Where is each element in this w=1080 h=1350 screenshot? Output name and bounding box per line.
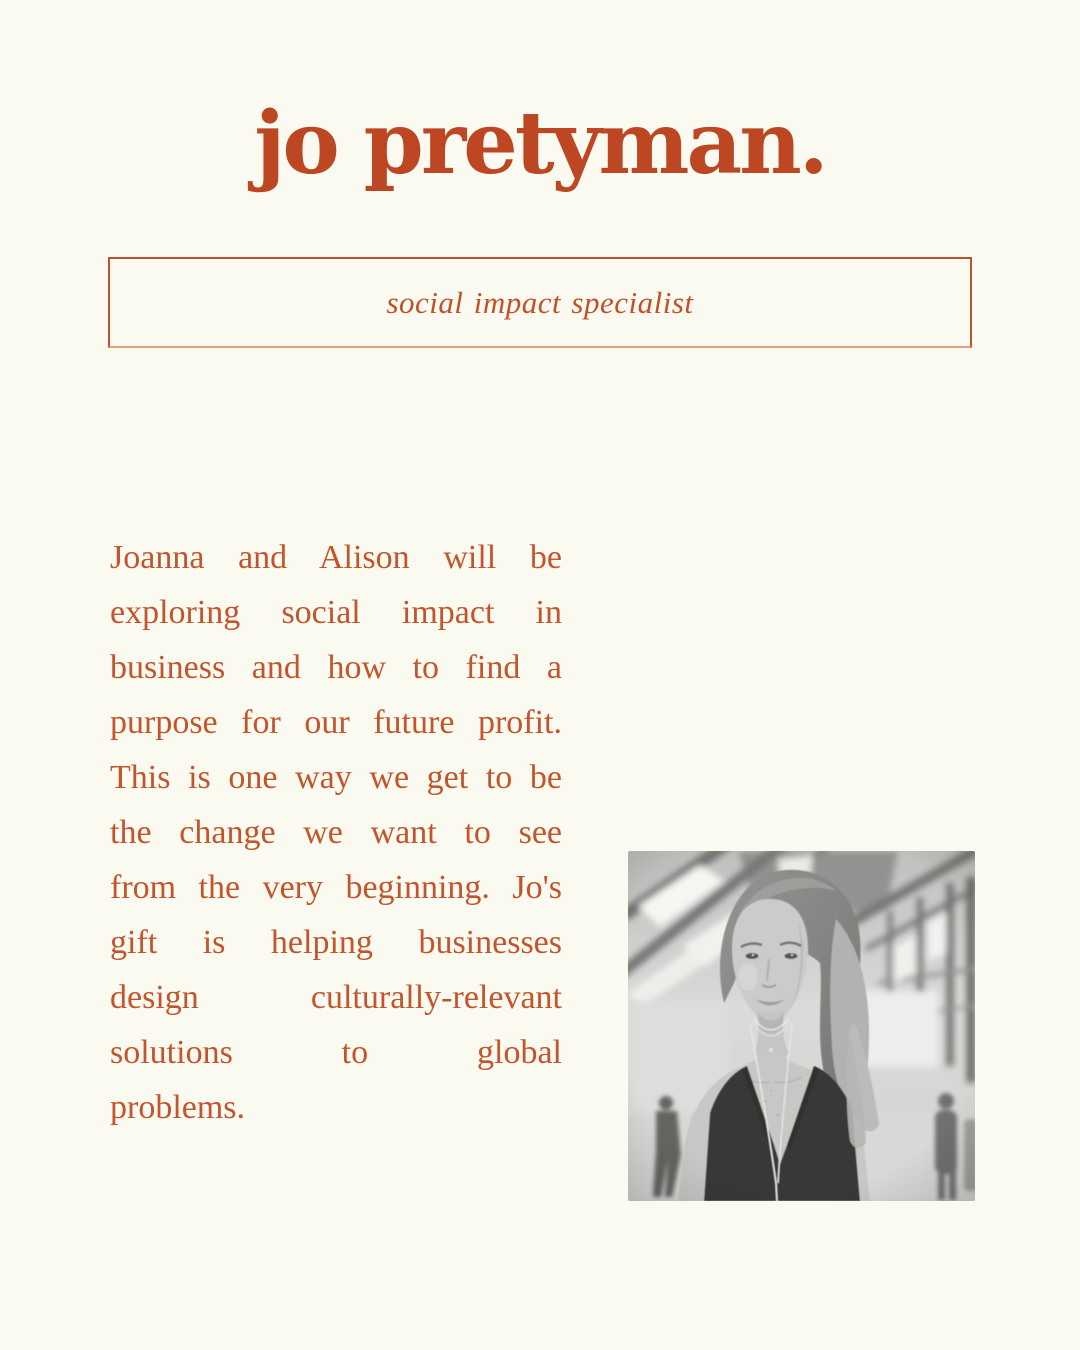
- photo-vignette: [628, 851, 975, 1201]
- bio-line: from the very beginning. Jo's: [110, 869, 562, 906]
- bio-paragraph: [110, 530, 562, 1135]
- portrait-photo-illustration: [628, 851, 975, 1201]
- bio-line: problems.: [110, 1089, 246, 1126]
- subtitle-box: [108, 257, 972, 348]
- portrait-photo: [628, 851, 975, 1201]
- subtitle-label: social impact specialist: [386, 284, 694, 320]
- page-title: jo pretyman.: [254, 93, 826, 194]
- bio-line: the change we want to see: [110, 814, 562, 851]
- bio-line: This is one way we get to be: [110, 759, 562, 796]
- bio-line: business and how to find a: [110, 649, 562, 686]
- bio-line: Joanna and Alison will be: [110, 539, 562, 576]
- bio-line: gift is helping businesses: [110, 924, 562, 961]
- bio-line: exploring social impact in: [110, 594, 562, 631]
- bio-line: purpose for our future profit.: [110, 704, 562, 741]
- bio-line: design culturally-relevant: [110, 979, 562, 1016]
- bio-line: solutions to global: [110, 1034, 562, 1071]
